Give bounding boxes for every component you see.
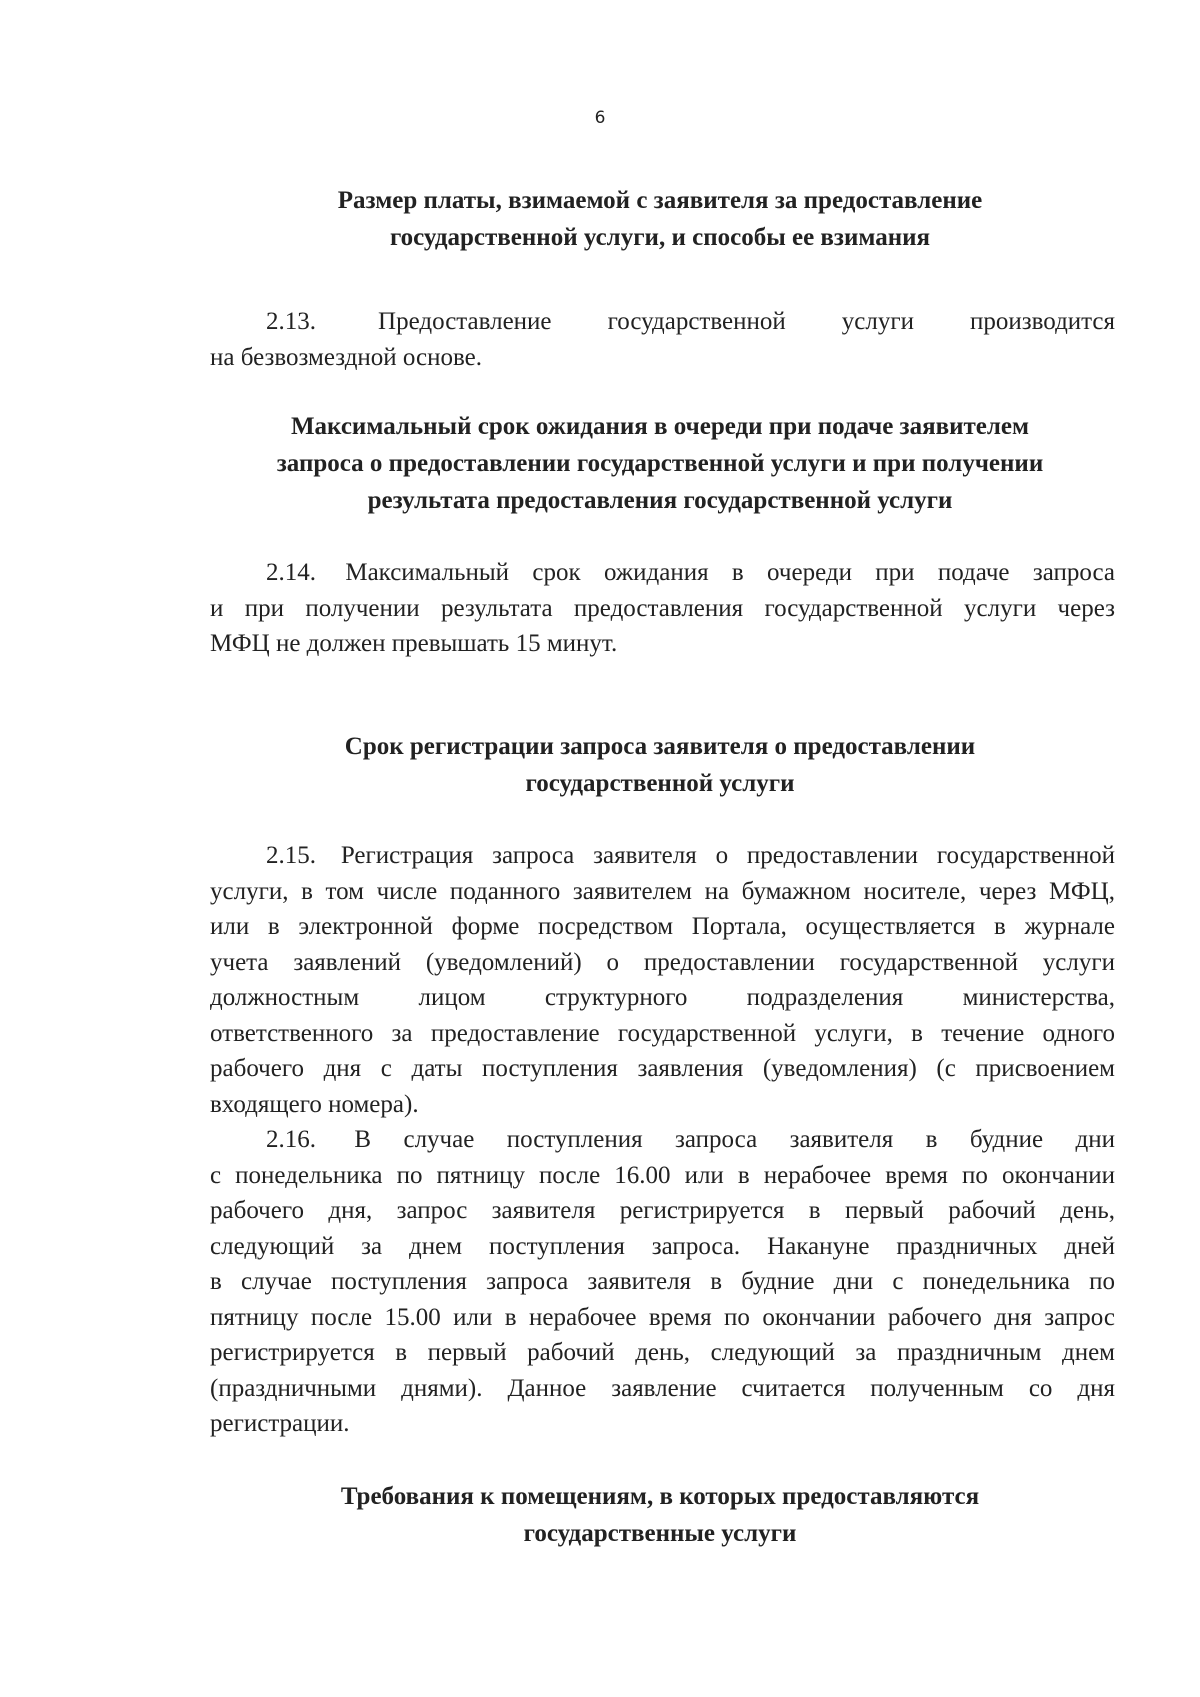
paragraph-number: 2.16. [266, 1126, 316, 1153]
section-heading-fee [200, 182, 1120, 256]
paragraph-line: пятницу после 15.00 или в нерабочее время по окончании рабочего дня запрос [210, 1303, 1115, 1331]
heading-line: запроса о предоставлении государственной услуги и при получении [276, 450, 1044, 477]
paragraph-line: МФЦ не должен превышать 15 минут. [210, 630, 618, 657]
paragraph-2-16 [210, 1122, 1115, 1442]
paragraph-line: на безвозмездной основе. [210, 343, 483, 371]
section-heading-waiting-time [200, 408, 1120, 519]
paragraph-line: или в электронной форме посредством Портала, осуществляется в журнале [210, 913, 1115, 940]
heading-line: Размер платы, взимаемой с заявителя за предоставление [337, 187, 983, 214]
paragraph-text: Предоставление государственной услуги производится [378, 308, 1115, 335]
paragraph-2-14 [210, 555, 1115, 662]
heading-line: государственной услуги [525, 770, 795, 797]
paragraph-number: 2.14. [266, 559, 316, 586]
paragraph-line [210, 1122, 1115, 1158]
paragraph-line: ответственного за предоставление государственной услуги, в течение одного [210, 1019, 1115, 1047]
paragraph-number: 2.13. [266, 308, 316, 335]
paragraph-line: учета заявлений (уведомлений) о предоставлении государственной услуги [210, 948, 1115, 976]
heading-line: государственной услуги, и способы ее взимания [389, 224, 931, 251]
paragraph-line [210, 304, 1115, 340]
paragraph-text: В случае поступления запроса заявителя в будние дни [354, 1126, 1115, 1153]
paragraph-text: Регистрация запроса заявителя о предоставлении государственной [340, 842, 1115, 869]
paragraph-line [210, 555, 1115, 591]
paragraph-line: регистрируется в первый рабочий день, следующий за праздничным днем [210, 1339, 1115, 1366]
paragraph-text: Максимальный срок ожидания в очереди при подаче запроса [345, 559, 1115, 586]
paragraph-line: должностным лицом структурного подразделения министерства, [210, 984, 1115, 1011]
section-heading-premises-requirements [200, 1478, 1120, 1552]
paragraph-2-15 [210, 838, 1115, 1122]
heading-line: Срок регистрации запроса заявителя о предоставлении [344, 733, 976, 760]
paragraph-2-13 [210, 304, 1115, 375]
paragraph-line: и при получении результата предоставления государственной услуги через [210, 594, 1115, 622]
paragraph-line: входящего номера). [210, 1090, 419, 1118]
paragraph-line: рабочего дня, запрос заявителя регистрируется в первый рабочий день, [210, 1197, 1115, 1224]
heading-line: результата предоставления государственной услуги [367, 487, 953, 514]
section-heading-registration-term [200, 728, 1120, 802]
paragraph-line [210, 838, 1115, 874]
paragraph-line: услуги, в том числе поданного заявителем на бумажном носителе, через МФЦ, [210, 877, 1115, 905]
paragraph-line: в случае поступления запроса заявителя в будние дни с понедельника по [210, 1268, 1115, 1295]
heading-line: государственные услуги [523, 1520, 797, 1547]
heading-line: Требования к помещениям, в которых предоставляются [340, 1483, 980, 1510]
paragraph-number: 2.15. [266, 842, 316, 869]
paragraph-line: регистрации. [210, 1410, 350, 1437]
paragraph-line: (праздничными днями). Данное заявление считается полученным со дня [210, 1374, 1115, 1402]
page-number: 6 [594, 108, 606, 128]
paragraph-line: с понедельника по пятницу после 16.00 или в нерабочее время по окончании [210, 1161, 1115, 1189]
heading-line: Максимальный срок ожидания в очереди при подаче заявителем [290, 413, 1030, 440]
paragraph-line: рабочего дня с даты поступления заявления (уведомления) (с присвоением [210, 1055, 1115, 1082]
paragraph-line: следующий за днем поступления запроса. Накануне праздничных дней [210, 1232, 1115, 1260]
